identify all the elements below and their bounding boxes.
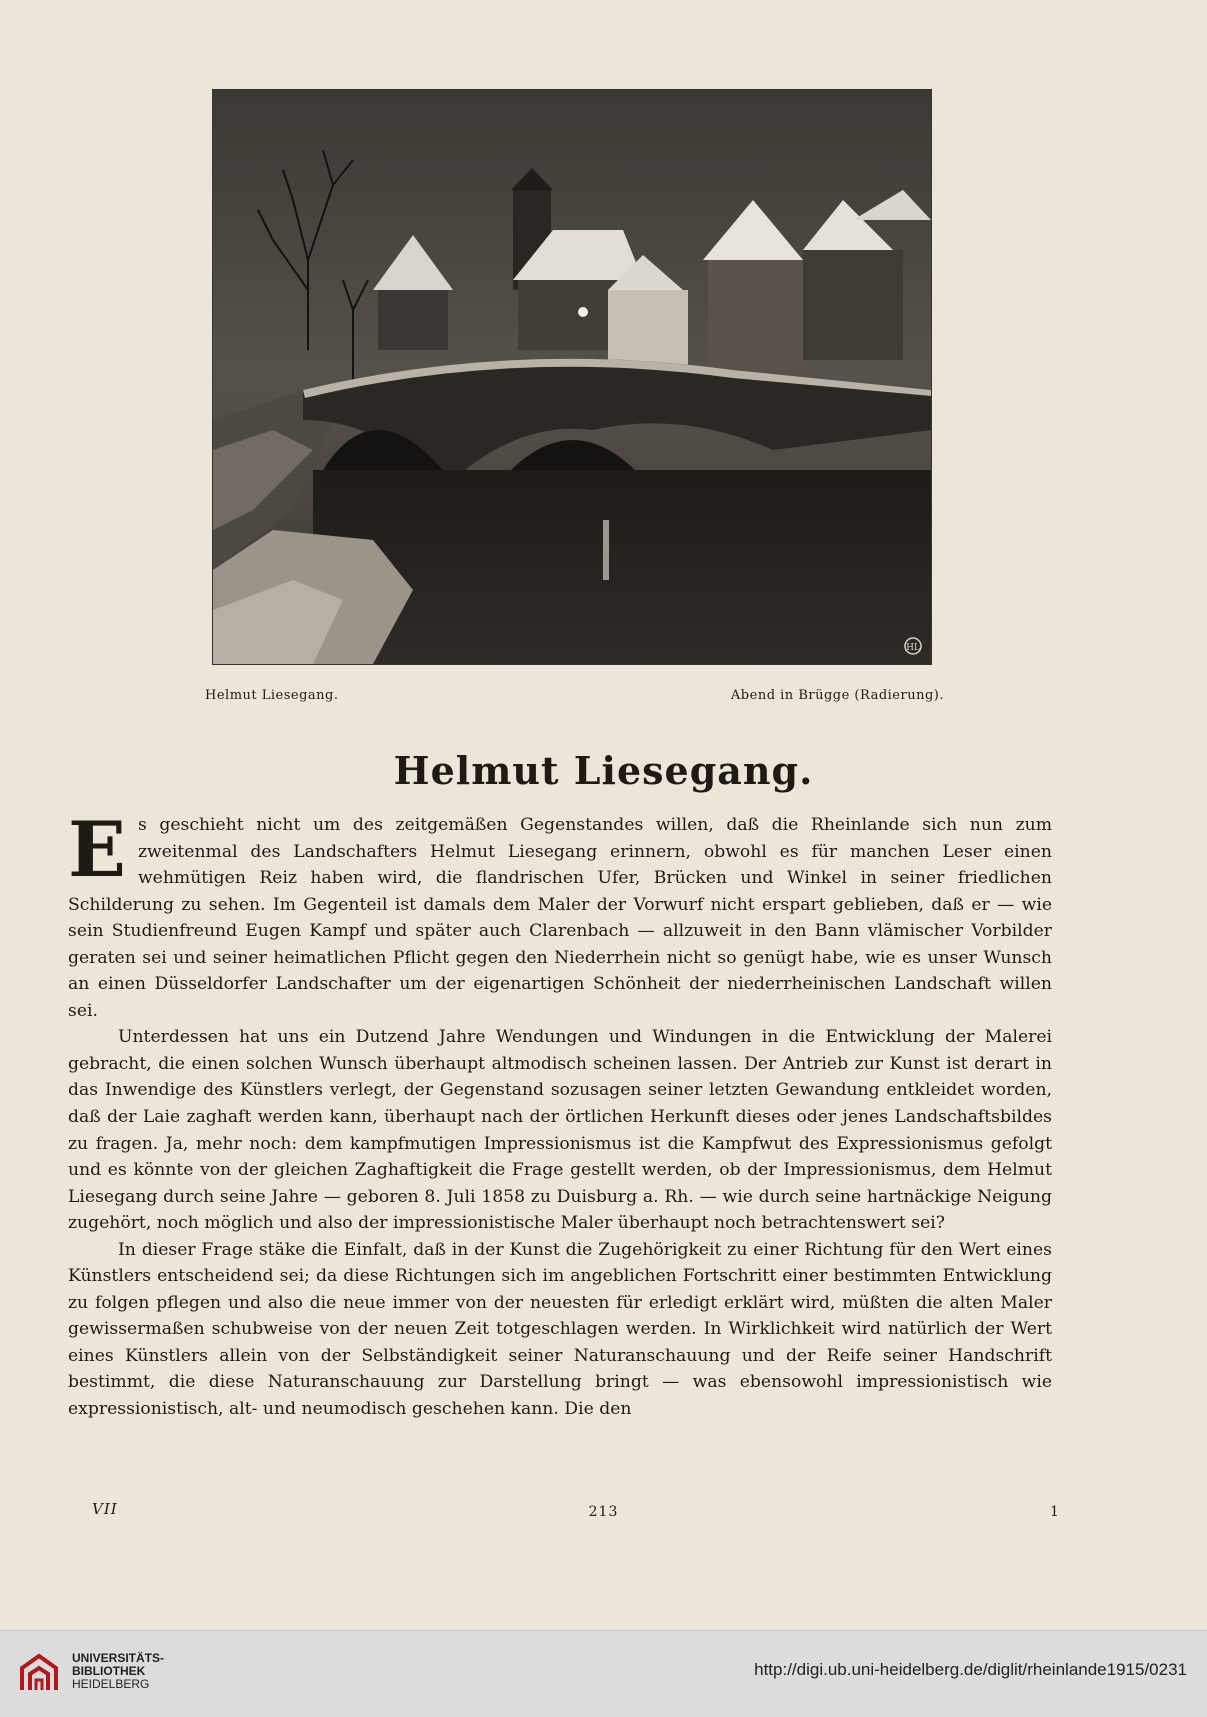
- library-name-line3: HEIDELBERG: [72, 1677, 150, 1691]
- page-number: 213: [588, 1504, 619, 1520]
- article-body: [68, 805, 1052, 1423]
- etching-image: [213, 90, 931, 664]
- artist-monogram: HL: [906, 643, 920, 653]
- paragraph-1-text: s geschieht nicht um des zeitgemäßen Gegenstandes willen, daß die Rheinlande sich nun zum zweitenmal des Landschafters Helmut Liesegang erinnern, obwohl es für manchen Leser einen wehmütigen Reiz haben wird, die flandrischen Ufer, Brücken und Winkel in seiner friedlichen Schilderung zu sehen. Im Gegenteil ist damals dem Maler der Vorwurf nicht erspart geblieben, daß er — wie sein Studienfreund Eugen Kampf und später auch Clarenbach — allzuweit in den Bann vlämischer Vorbilder geraten sei und seiner heimatlichen Pflicht gegen den Niederrhein nicht so genügt habe, wie es unser Wunsch an einen Düsseldorfer Landschafter um der eigenartigen Schönheit der niederrheinischen Landschaft willen sei.: [68, 815, 1052, 1021]
- article-title: Helmut Liesegang.: [393, 748, 814, 793]
- paragraph-3: In dieser Frage stäke die Einfalt, daß in der Kunst die Zugehörigkeit zu einer Richtung für den Wert eines Künstlers entscheidend sei; da diese Richtungen sich im angeblichen Fortschritt einer bestimmten Entwicklung zu folgen pflegen und also die neue immer von der neuesten für erledigt erklärt wird, müßten die alten Maler gewissermaßen schubweise von der neuen Zeit totgeschlagen werden. In Wirklichkeit wird natürlich der Wert eines Künstlers allein von der Selbständigkeit seiner Naturanschauung und der Reife seiner Handschrift bestimmt, die diese Naturanschauung zur Darstellung bringt — was ebensowohl impressionistisch wie expressionistisch, alt- und neumodisch geschehen kann. Die den: [68, 1239, 1052, 1420]
- drop-cap: E: [68, 805, 126, 894]
- sheet-number: 1: [1050, 1504, 1059, 1520]
- caption-title: Abend in Brügge (Radierung).: [730, 688, 944, 703]
- library-name-line1: UNIVERSITÄTS-: [72, 1651, 165, 1665]
- paragraph-2: Unterdessen hat uns ein Dutzend Jahre Wendungen und Windungen in die Entwicklung der Malerei gebracht, die einen solchen Wunsch überhaupt altmodisch scheinen lassen. Der Antrieb zur Kunst ist derart in das Inwendige des Künstlers verlegt, der Gegenstand sozusagen seiner letzten Gewandung entkleidet worden, daß der Laie zaghaft werden kann, überhaupt nach der örtlichen Herkunft dieses oder jenes Landschaftsbildes zu fragen. Ja, mehr noch: dem kampfmutigen Impressionismus ist die Kampfwut des Expressionismus gefolgt und es könnte von der gleichen Zaghaftigkeit die Frage gestellt werden, ob der Impressionismus, dem Helmut Liesegang durch seine Jahre — geboren 8. Juli 1858 zu Duisburg a. Rh. — wie durch seine hartnäckige Neigung zugehört, noch möglich und also der impressionistische Maler überhaupt noch betrachtenswert sei?: [68, 1027, 1052, 1234]
- signature-mark: VII: [92, 1500, 118, 1518]
- university-library-logo-icon: [14, 1648, 64, 1698]
- source-url-link[interactable]: http://digi.ub.uni-heidelberg.de/diglit/rheinlande1915/0231: [754, 1660, 1187, 1679]
- paragraph-1: [68, 805, 1052, 1024]
- library-name: [72, 1652, 164, 1691]
- library-name-line2: BIBLIOTHEK: [72, 1664, 146, 1678]
- bruges-evening-etching: [213, 90, 931, 664]
- caption-artist: Helmut Liesegang.: [205, 688, 339, 703]
